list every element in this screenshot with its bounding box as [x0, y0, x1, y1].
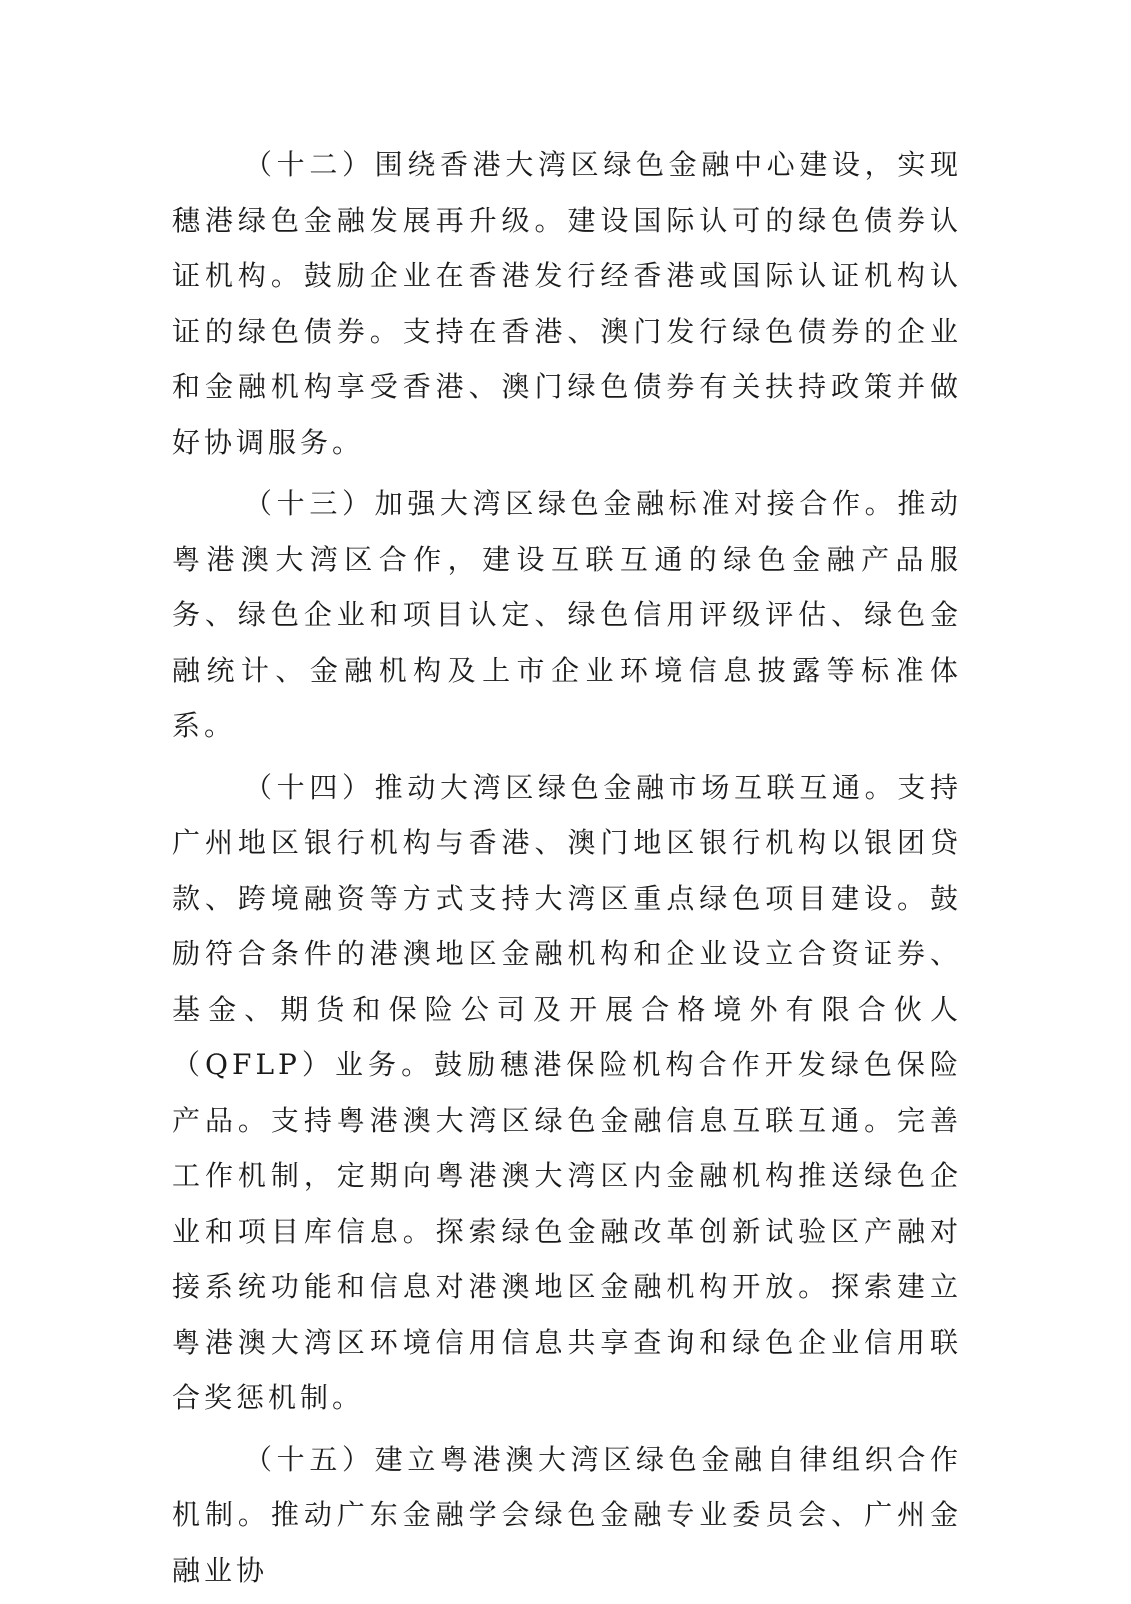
paragraph-14: （十四）推动大湾区绿色金融市场互联互通。支持广州地区银行机构与香港、澳门地区银行机构以银团贷款、跨境融资等方式支持大湾区重点绿色项目建设。鼓励符合条件的港澳地区金融机构和企业设立合资证券、基金、期货和保险公司及开展合格境外有限合伙人（QFLP）业务。鼓励穗港保险机构合作开发绿色保险产品。支持粤港澳大湾区绿色金融信息互联互通。完善工作机制，定期向粤港澳大湾区内金融机构推送绿色企业和项目库信息。探索绿色金融改革创新试验区产融对接系统功能和信息对港澳地区金融机构开放。探索建立粤港澳大湾区环境信用信息共享查询和绿色企业信用联合奖惩机制。	[172, 770, 962, 1414]
paragraph-13: （十三）加强大湾区绿色金融标准对接合作。推动粤港澳大湾区合作，建设互联互通的绿色金融产品服务、绿色企业和项目认定、绿色信用评级评估、绿色金融统计、金融机构及上市企业环境信息披露等标准体系。	[172, 487, 962, 742]
paragraph-12: （十二）围绕香港大湾区绿色金融中心建设，实现穗港绿色金融发展再升级。建设国际认可的绿色债券认证机构。鼓励企业在香港发行经香港或国际认证机构认证的绿色债券。支持在香港、澳门发行绿色债券的企业和金融机构享受香港、澳门绿色债券有关扶持政策并做好协调服务。	[172, 148, 962, 459]
document-body	[172, 137, 962, 1604]
paragraph-15: （十五）建立粤港澳大湾区绿色金融自律组织合作机制。推动广东金融学会绿色金融专业委员会、广州金融业协	[172, 1442, 962, 1587]
